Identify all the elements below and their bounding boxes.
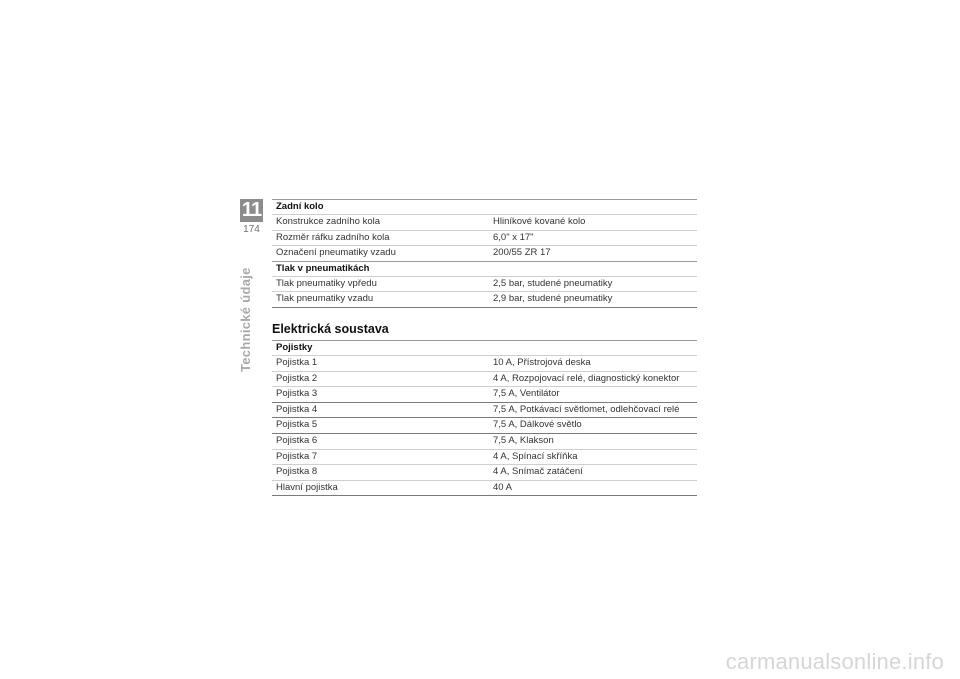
table-header: Zadní kolo	[272, 199, 697, 214]
row-value: 2,9 bar, studené pneumatiky	[493, 293, 613, 305]
row-value: 4 A, Rozpojovací relé, diagnostický konektor	[493, 372, 680, 384]
table-header: Tlak v pneumatikách	[272, 261, 697, 276]
row-label: Pojistka 3	[276, 388, 318, 400]
row-value: Hliníkové kované kolo	[493, 216, 586, 227]
row-label: Pojistka 2	[276, 372, 318, 384]
table-divider	[272, 495, 697, 496]
row-label: Pojistka 7	[276, 450, 318, 462]
table-row	[272, 433, 697, 449]
row-value: 2,5 bar, studené pneumatiky	[493, 277, 613, 289]
table-divider	[272, 307, 697, 308]
table-row	[272, 276, 697, 292]
row-value: 6,0" x 17"	[493, 231, 534, 243]
row-value: 40 A	[493, 481, 513, 493]
chapter-title: Technické údaje	[238, 267, 253, 372]
row-label: Hlavní pojistka	[276, 481, 338, 493]
fuses-table	[272, 340, 697, 496]
table-row	[272, 480, 697, 496]
section-heading: Elektrická soustava	[272, 321, 389, 336]
table-row	[272, 214, 697, 230]
row-label: Pojistka 4	[276, 403, 318, 415]
table-row	[272, 386, 697, 402]
rear-wheel-table	[272, 199, 697, 261]
row-value: 7,5 A, Dálkové světlo	[493, 419, 582, 431]
spec-content	[272, 199, 697, 496]
chapter-number: 11	[241, 199, 262, 221]
row-label: Rozměr ráfku zadního kola	[276, 231, 390, 243]
table-row	[272, 291, 697, 307]
watermark: carmanualsonline.info	[725, 649, 944, 674]
row-label: Pojistka 6	[276, 434, 318, 446]
table-row	[272, 464, 697, 480]
row-label: Tlak pneumatiky vpředu	[276, 277, 377, 289]
table-row	[272, 449, 697, 465]
row-label: Konstrukce zadního kola	[276, 216, 381, 227]
row-label: Pojistka 8	[276, 466, 318, 478]
table-row	[272, 355, 697, 371]
table-row	[272, 371, 697, 387]
row-value: 200/55 ZR 17	[493, 247, 551, 259]
table-row	[272, 402, 697, 418]
table-header: Pojistky	[272, 340, 697, 355]
row-label: Pojistka 1	[276, 356, 318, 368]
tire-pressure-table	[272, 261, 697, 308]
row-value: 7,5 A, Klakson	[493, 434, 554, 446]
table-row	[272, 245, 697, 261]
row-value: 4 A, Snímač zatáčení	[493, 466, 583, 478]
row-label: Pojistka 5	[276, 419, 318, 431]
row-value: 7,5 A, Potkávací světlomet, odlehčovací relé	[493, 403, 680, 415]
table-row	[272, 230, 697, 246]
row-value: 10 A, Přístrojová deska	[493, 356, 591, 368]
chapter-tab	[240, 199, 263, 235]
row-label: Tlak pneumatiky vzadu	[276, 293, 374, 305]
row-value: 7,5 A, Ventilátor	[493, 388, 560, 400]
page-number: 174	[243, 224, 260, 235]
row-label: Označení pneumatiky vzadu	[276, 247, 396, 259]
row-value: 4 A, Spínací skříňka	[493, 450, 578, 462]
table-row	[272, 417, 697, 433]
